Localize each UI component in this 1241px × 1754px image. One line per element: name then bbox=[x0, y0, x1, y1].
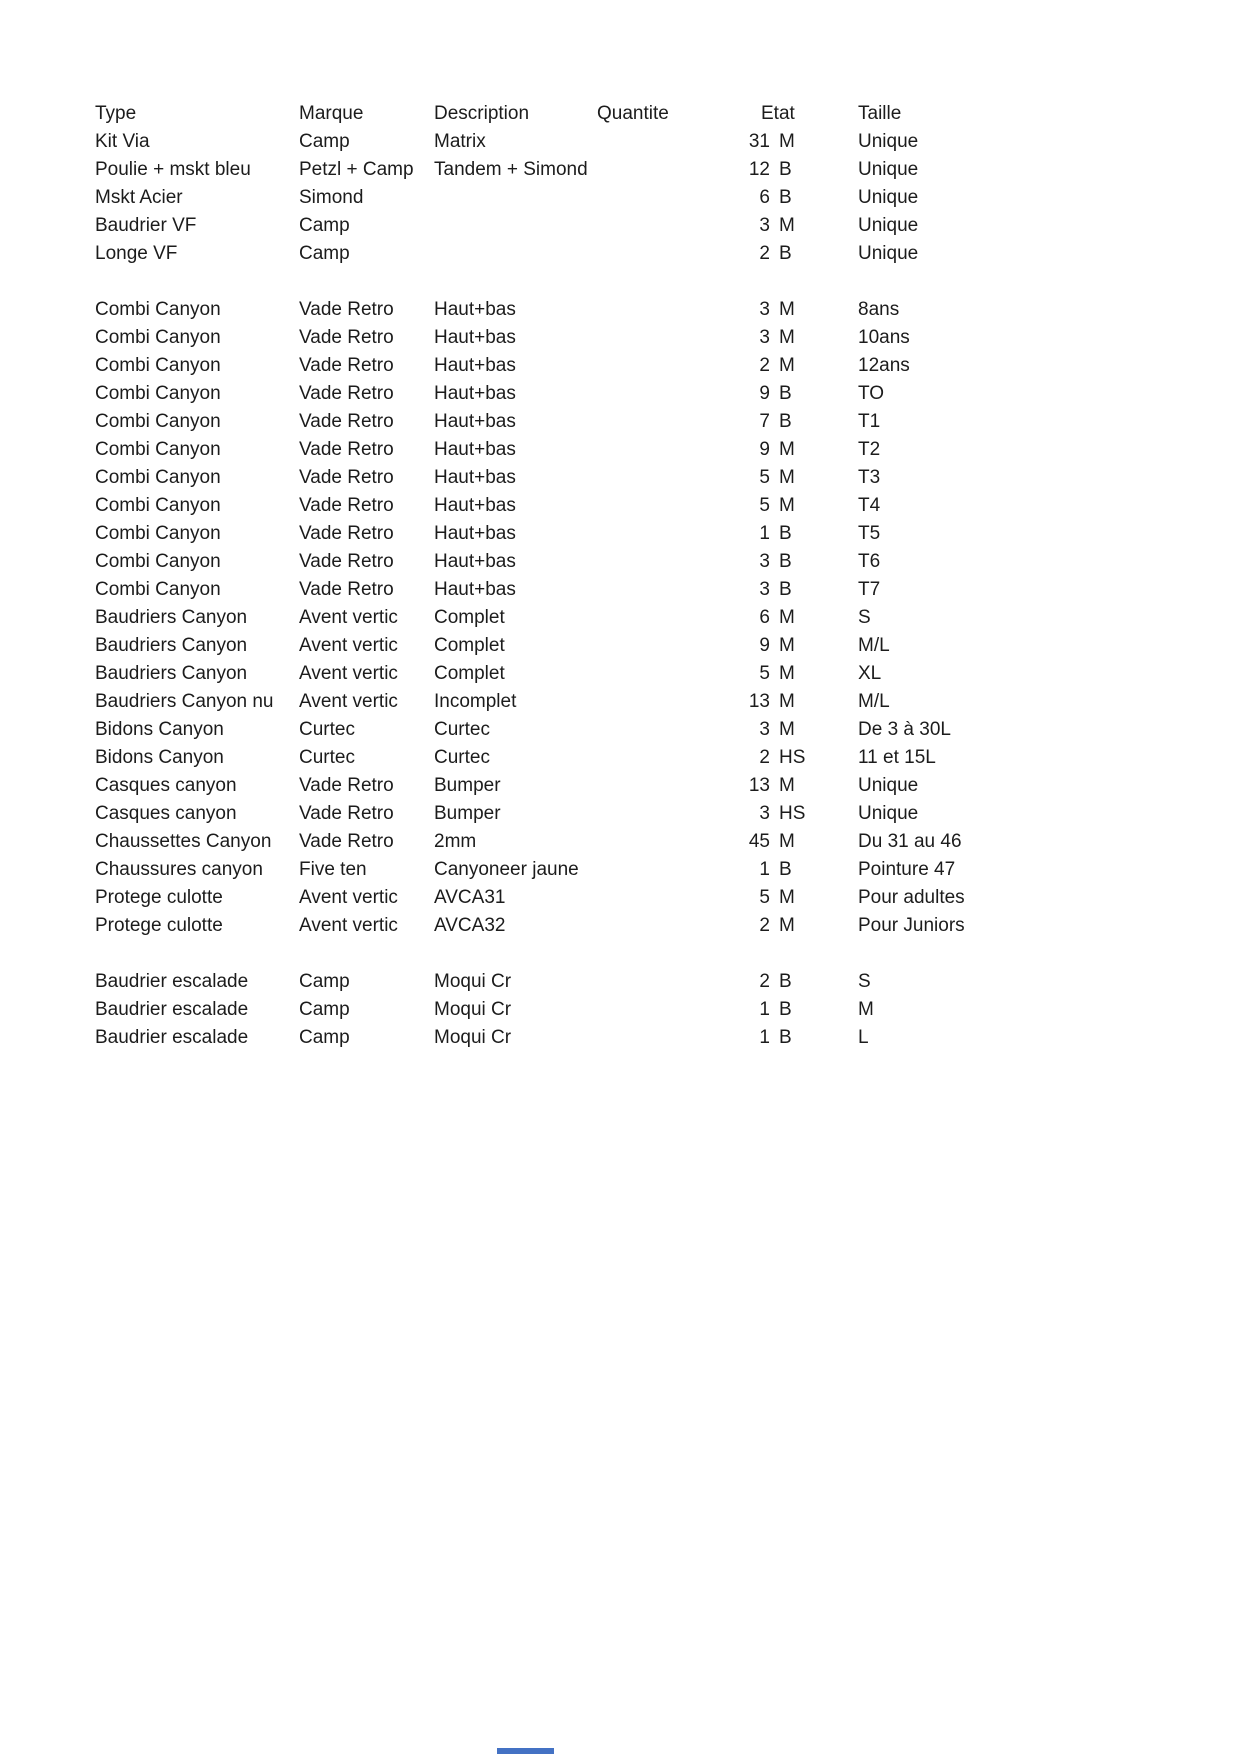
cell-qty: 2 bbox=[759, 355, 770, 376]
cell-etat: M bbox=[779, 439, 795, 460]
table-row bbox=[95, 548, 1058, 576]
cell-qty: 6 bbox=[759, 607, 770, 628]
cell-marque: Camp bbox=[299, 131, 350, 152]
cell-taille: T2 bbox=[858, 439, 881, 460]
cell-qty: 3 bbox=[759, 215, 770, 236]
cell-description: Haut+bas bbox=[434, 495, 516, 516]
cell-marque: Camp bbox=[299, 215, 350, 236]
cell-taille: M bbox=[858, 999, 874, 1020]
cell-qty: 1 bbox=[759, 999, 770, 1020]
cell-taille: Unique bbox=[858, 131, 919, 152]
table-row bbox=[95, 604, 1058, 632]
cell-qty: 5 bbox=[759, 467, 770, 488]
cell-description: Complet bbox=[434, 607, 505, 628]
cell-marque: Vade Retro bbox=[299, 775, 394, 796]
cell-marque: Vade Retro bbox=[299, 831, 394, 852]
cell-etat: B bbox=[779, 999, 792, 1020]
cell-taille: Unique bbox=[858, 215, 919, 236]
cell-marque: Vade Retro bbox=[299, 383, 394, 404]
cell-type: Combi Canyon bbox=[95, 495, 221, 516]
cell-marque: Avent vertic bbox=[299, 691, 398, 712]
cell-qty: 13 bbox=[748, 691, 770, 712]
table-row bbox=[95, 380, 1058, 408]
cell-etat: M bbox=[779, 327, 795, 348]
table-row bbox=[95, 408, 1058, 436]
cell-etat: M bbox=[779, 887, 795, 908]
table-row bbox=[95, 744, 1058, 772]
cell-description: Matrix bbox=[434, 131, 486, 152]
cell-taille: 11 et 15L bbox=[858, 747, 936, 768]
cell-marque: Vade Retro bbox=[299, 551, 394, 572]
cell-etat: B bbox=[779, 523, 792, 544]
cell-etat: B bbox=[779, 1027, 792, 1048]
cell-etat: M bbox=[779, 663, 795, 684]
cell-type: Combi Canyon bbox=[95, 551, 221, 572]
cell-marque: Vade Retro bbox=[299, 327, 394, 348]
header-quantite: Quantite bbox=[597, 103, 669, 124]
header-taille: Taille bbox=[858, 103, 902, 124]
table-row bbox=[95, 772, 1058, 800]
table-row bbox=[95, 184, 1058, 212]
cell-marque: Vade Retro bbox=[299, 495, 394, 516]
cell-type: Combi Canyon bbox=[95, 411, 221, 432]
cell-marque: Avent vertic bbox=[299, 635, 398, 656]
cell-taille bbox=[858, 268, 1058, 296]
cell-type: Protege culotte bbox=[95, 887, 223, 908]
cell-etat: M bbox=[779, 355, 795, 376]
cell-etat: B bbox=[779, 971, 792, 992]
cell-type: Kit Via bbox=[95, 131, 150, 152]
table-row bbox=[95, 324, 1058, 352]
table-rows bbox=[95, 128, 1058, 1052]
cell-taille: TO bbox=[858, 383, 885, 404]
cell-qty: 12 bbox=[748, 159, 770, 180]
cell-type: Combi Canyon bbox=[95, 579, 221, 600]
cell-qty: 2 bbox=[759, 747, 770, 768]
cell-type: Poulie + mskt bleu bbox=[95, 159, 251, 180]
table-row bbox=[95, 576, 1058, 604]
cell-description: Haut+bas bbox=[434, 299, 516, 320]
cell-type: Baudriers Canyon nu bbox=[95, 691, 274, 712]
cell-description: Haut+bas bbox=[434, 579, 516, 600]
cell-etat: M bbox=[779, 495, 795, 516]
cell-type: Chaussettes Canyon bbox=[95, 831, 272, 852]
blank-row bbox=[95, 940, 1058, 968]
cell-type: Casques canyon bbox=[95, 775, 237, 796]
cell-description: Haut+bas bbox=[434, 411, 516, 432]
cell-qty: 45 bbox=[748, 831, 770, 852]
table-header-row bbox=[95, 100, 1058, 128]
page-break-marker bbox=[497, 1748, 554, 1754]
cell-description: 2mm bbox=[434, 831, 477, 852]
cell-type: Baudrier escalade bbox=[95, 999, 249, 1020]
cell-etat: M bbox=[779, 775, 795, 796]
cell-description: Haut+bas bbox=[434, 551, 516, 572]
table-row bbox=[95, 716, 1058, 744]
cell-marque: Vade Retro bbox=[299, 579, 394, 600]
table-row bbox=[95, 632, 1058, 660]
cell-taille: T6 bbox=[858, 551, 881, 572]
cell-marque: Vade Retro bbox=[299, 299, 394, 320]
cell-type: Mskt Acier bbox=[95, 187, 183, 208]
cell-type: Baudriers Canyon bbox=[95, 663, 248, 684]
cell-type: Baudriers Canyon bbox=[95, 635, 248, 656]
table-row bbox=[95, 996, 1058, 1024]
cell-qty: 5 bbox=[759, 495, 770, 516]
cell-etat: M bbox=[779, 607, 795, 628]
cell-marque: Vade Retro bbox=[299, 439, 394, 460]
cell-description: Moqui Cr bbox=[434, 999, 512, 1020]
table-row bbox=[95, 352, 1058, 380]
table-row bbox=[95, 520, 1058, 548]
header-description: Description bbox=[434, 103, 530, 124]
header-etat: Etat bbox=[761, 103, 795, 124]
cell-description: Incomplet bbox=[434, 691, 517, 712]
cell-description: Curtec bbox=[434, 747, 490, 768]
cell-marque: Avent vertic bbox=[299, 915, 398, 936]
cell-qty: 3 bbox=[759, 299, 770, 320]
cell-qty: 7 bbox=[759, 411, 770, 432]
cell-taille bbox=[858, 940, 1058, 968]
cell-qty: 1 bbox=[759, 1027, 770, 1048]
cell-marque bbox=[299, 940, 434, 968]
cell-taille: Unique bbox=[858, 775, 919, 796]
cell-qty: 1 bbox=[759, 859, 770, 880]
cell-qty: 3 bbox=[759, 327, 770, 348]
cell-taille: T4 bbox=[858, 495, 881, 516]
table-row bbox=[95, 828, 1058, 856]
cell-description bbox=[434, 240, 597, 268]
cell-qty: 5 bbox=[759, 663, 770, 684]
cell-type: Baudrier escalade bbox=[95, 1027, 249, 1048]
cell-etat: B bbox=[779, 243, 792, 264]
cell-type: Baudrier escalade bbox=[95, 971, 249, 992]
cell-qty: 3 bbox=[759, 803, 770, 824]
cell-etat: M bbox=[779, 691, 795, 712]
cell-marque: Vade Retro bbox=[299, 523, 394, 544]
cell-qty: 2 bbox=[759, 971, 770, 992]
cell-etat: B bbox=[779, 383, 792, 404]
table-row bbox=[95, 800, 1058, 828]
cell-qty: 6 bbox=[759, 187, 770, 208]
cell-marque: Petzl + Camp bbox=[299, 159, 414, 180]
cell-type: Combi Canyon bbox=[95, 467, 221, 488]
cell-marque: Camp bbox=[299, 971, 350, 992]
cell-description: AVCA31 bbox=[434, 887, 506, 908]
cell-marque: Camp bbox=[299, 243, 350, 264]
cell-marque: Curtec bbox=[299, 747, 355, 768]
table-row bbox=[95, 240, 1058, 268]
cell-taille: Pour adultes bbox=[858, 887, 965, 908]
table-row bbox=[95, 156, 1058, 184]
cell-etat: B bbox=[779, 859, 792, 880]
cell-marque: Simond bbox=[299, 187, 364, 208]
cell-qty: 9 bbox=[759, 383, 770, 404]
cell-marque: Vade Retro bbox=[299, 355, 394, 376]
cell-qty: 2 bbox=[759, 915, 770, 936]
cell-qty: 5 bbox=[759, 887, 770, 908]
cell-etat: HS bbox=[779, 803, 806, 824]
table-row bbox=[95, 884, 1058, 912]
cell-etat: B bbox=[779, 411, 792, 432]
cell-description bbox=[434, 268, 597, 296]
table-row bbox=[95, 856, 1058, 884]
cell-etat: M bbox=[779, 719, 795, 740]
cell-taille: S bbox=[858, 971, 871, 992]
cell-marque: Camp bbox=[299, 999, 350, 1020]
cell-etat: M bbox=[779, 131, 795, 152]
table-row bbox=[95, 212, 1058, 240]
cell-marque: Five ten bbox=[299, 859, 367, 880]
cell-taille: Unique bbox=[858, 187, 919, 208]
cell-description: Tandem + Simond bbox=[434, 159, 588, 180]
cell-qty: 13 bbox=[748, 775, 770, 796]
cell-type: Longe VF bbox=[95, 243, 178, 264]
header-marque: Marque bbox=[299, 103, 364, 124]
cell-type: Baudriers Canyon bbox=[95, 607, 248, 628]
cell-description bbox=[434, 184, 597, 212]
cell-description: Canyoneer jaune bbox=[434, 859, 579, 880]
cell-qty: 31 bbox=[748, 131, 770, 152]
cell-description bbox=[434, 940, 597, 968]
cell-taille: Pour Juniors bbox=[858, 915, 965, 936]
table-row bbox=[95, 968, 1058, 996]
cell-type: Combi Canyon bbox=[95, 299, 221, 320]
cell-qty: 9 bbox=[759, 635, 770, 656]
cell-etat: M bbox=[779, 831, 795, 852]
cell-etat: B bbox=[779, 159, 792, 180]
cell-description: Curtec bbox=[434, 719, 490, 740]
cell-taille: 8ans bbox=[858, 299, 900, 320]
cell-taille: De 3 à 30L bbox=[858, 719, 951, 740]
cell-marque: Camp bbox=[299, 1027, 350, 1048]
cell-type: Combi Canyon bbox=[95, 439, 221, 460]
cell-taille: Unique bbox=[858, 159, 919, 180]
cell-taille: XL bbox=[858, 663, 882, 684]
cell-description: Complet bbox=[434, 663, 505, 684]
cell-description: Haut+bas bbox=[434, 355, 516, 376]
cell-description: Moqui Cr bbox=[434, 1027, 512, 1048]
cell-taille: M/L bbox=[858, 635, 890, 656]
cell-description: Bumper bbox=[434, 803, 501, 824]
cell-etat: M bbox=[779, 299, 795, 320]
cell-type: Bidons Canyon bbox=[95, 719, 224, 740]
cell-qty: 2 bbox=[759, 243, 770, 264]
cell-etat bbox=[770, 940, 858, 968]
cell-qty: 1 bbox=[759, 523, 770, 544]
cell-marque bbox=[299, 268, 434, 296]
inventory-table bbox=[95, 100, 1058, 1052]
cell-description: AVCA32 bbox=[434, 915, 506, 936]
cell-taille: T7 bbox=[858, 579, 881, 600]
cell-marque: Vade Retro bbox=[299, 411, 394, 432]
cell-description: Bumper bbox=[434, 775, 501, 796]
header-type: Type bbox=[95, 103, 137, 124]
table-row bbox=[95, 688, 1058, 716]
cell-type bbox=[95, 268, 299, 296]
cell-taille: T1 bbox=[858, 411, 881, 432]
blank-row bbox=[95, 268, 1058, 296]
cell-qty: 3 bbox=[759, 719, 770, 740]
cell-qty: 3 bbox=[759, 579, 770, 600]
cell-marque: Vade Retro bbox=[299, 803, 394, 824]
cell-description: Moqui Cr bbox=[434, 971, 512, 992]
cell-qty bbox=[597, 268, 770, 296]
cell-etat: M bbox=[779, 915, 795, 936]
cell-etat: M bbox=[779, 467, 795, 488]
cell-etat: B bbox=[779, 579, 792, 600]
cell-type: Chaussures canyon bbox=[95, 859, 263, 880]
cell-taille: T5 bbox=[858, 523, 881, 544]
cell-marque: Avent vertic bbox=[299, 607, 398, 628]
cell-etat: B bbox=[779, 187, 792, 208]
cell-qty: 9 bbox=[759, 439, 770, 460]
cell-marque: Avent vertic bbox=[299, 887, 398, 908]
cell-description: Haut+bas bbox=[434, 439, 516, 460]
cell-marque: Curtec bbox=[299, 719, 355, 740]
cell-taille: Unique bbox=[858, 243, 919, 264]
cell-taille: Unique bbox=[858, 803, 919, 824]
cell-taille: Du 31 au 46 bbox=[858, 831, 962, 852]
cell-etat: HS bbox=[779, 747, 806, 768]
cell-taille: 12ans bbox=[858, 355, 910, 376]
cell-type: Bidons Canyon bbox=[95, 747, 224, 768]
cell-taille: 10ans bbox=[858, 327, 910, 348]
cell-type: Baudrier VF bbox=[95, 215, 197, 236]
cell-type: Combi Canyon bbox=[95, 383, 221, 404]
cell-taille: T3 bbox=[858, 467, 881, 488]
cell-taille: S bbox=[858, 607, 871, 628]
cell-description bbox=[434, 212, 597, 240]
cell-etat: B bbox=[779, 551, 792, 572]
cell-marque: Avent vertic bbox=[299, 663, 398, 684]
cell-description: Complet bbox=[434, 635, 505, 656]
table-row bbox=[95, 912, 1058, 940]
cell-etat bbox=[770, 268, 858, 296]
cell-qty: 3 bbox=[759, 551, 770, 572]
table-row bbox=[95, 1024, 1058, 1052]
table-row bbox=[95, 660, 1058, 688]
cell-type: Casques canyon bbox=[95, 803, 237, 824]
cell-etat: M bbox=[779, 635, 795, 656]
cell-description: Haut+bas bbox=[434, 327, 516, 348]
cell-description: Haut+bas bbox=[434, 523, 516, 544]
cell-taille: M/L bbox=[858, 691, 890, 712]
cell-taille: Pointure 47 bbox=[858, 859, 956, 880]
cell-type: Combi Canyon bbox=[95, 355, 221, 376]
cell-type: Combi Canyon bbox=[95, 327, 221, 348]
cell-type: Combi Canyon bbox=[95, 523, 221, 544]
table-row bbox=[95, 436, 1058, 464]
table-row bbox=[95, 464, 1058, 492]
cell-type bbox=[95, 940, 299, 968]
cell-qty bbox=[597, 940, 770, 968]
cell-description: Haut+bas bbox=[434, 383, 516, 404]
cell-etat: M bbox=[779, 215, 795, 236]
cell-marque: Vade Retro bbox=[299, 467, 394, 488]
cell-type: Protege culotte bbox=[95, 915, 223, 936]
table-row bbox=[95, 128, 1058, 156]
cell-description: Haut+bas bbox=[434, 467, 516, 488]
table-row bbox=[95, 492, 1058, 520]
table-row bbox=[95, 296, 1058, 324]
cell-taille: L bbox=[858, 1027, 869, 1048]
